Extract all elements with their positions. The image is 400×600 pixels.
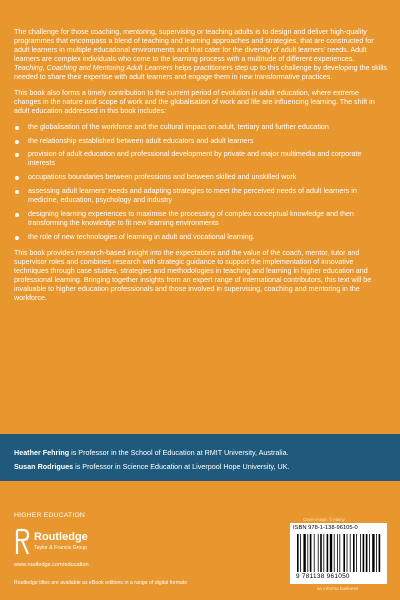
bullet-item: occupations boundaries between professions and between skilled and unskilled work	[14, 173, 387, 182]
subject-label: HIGHER EDUCATION	[14, 512, 86, 519]
barcode-icon	[293, 534, 384, 572]
publisher-name: Routledge	[34, 531, 88, 543]
author-name: Heather Fehring	[14, 448, 70, 457]
isbn-label: ISBN 978-1-138-96105-0	[293, 525, 358, 531]
bullet-item: the relationship established between adult educators and adult learners	[14, 137, 387, 146]
cover-image-credit: Cover image: © Alamy	[303, 517, 345, 522]
intro-paragraph: The challenge for those coaching, mentoring, supervising or teaching adults is to design and deliver high-quality programmes that encompass a blend of teaching and learning approaches and strategies, that are constructed for adult learners in multiple educational environments and that cater for the diversity of adult learners’ needs. Adult learners are complex individuals who come to the learning process with a multitude of different experiences. Teaching, Coaching and Mentoring Adult Learners helps practitioners step up to this challenge by developing the skills needed to share their expertise with adult learners and engage them in new transformative practices.	[14, 28, 388, 81]
publisher-group: Taylor & Francis Group	[34, 545, 88, 551]
bullet-item: assessing adult learners’ needs and adapting strategies to meet the perceived needs of adult learners in medicine, education, psychology and industry	[14, 187, 387, 205]
bullet-item: provision of adult education and professional development by private and major multimedia and corporate interests	[14, 150, 387, 168]
author-role: is Professor in the School of Education at RMIT University, Australia.	[69, 448, 289, 457]
bullet-item: the globalisation of the workforce and the cultural impact on adult, tertiary and further education	[14, 123, 387, 132]
shift-bullet-list	[14, 123, 387, 243]
imprint-label: an informa business	[317, 586, 359, 591]
barcode-box	[290, 523, 387, 584]
book-title-italic: Teaching, Coaching and Mentoring Adult Learners	[14, 63, 173, 72]
scope-paragraph: This book also forms a timely contribution to the current period of evolution in adult education, where extreme changes in the nature and scope of work and the globalisation of work and life are influencing learning. The shift in adult education addressed in this book includes:	[14, 88, 375, 115]
bullet-item: designing learning experiences to maximise the processing of complex conceptual knowledge and then transforming the knowledge to fit new learning environments	[14, 210, 387, 228]
author-line	[14, 448, 289, 457]
bullet-item: the role of new technologies of learning in adult and vocational learning.	[14, 233, 387, 242]
back-cover-text	[14, 28, 387, 310]
publisher-website[interactable]: www.routledge.com/education	[14, 562, 89, 568]
author-role: is Professor in Science Education at Liverpool Hope University, UK.	[73, 462, 290, 471]
author-name: Susan Rodrigues	[14, 462, 74, 471]
authors-band	[0, 434, 400, 481]
ebook-note: Routledge titles are available as eBook editions in a range of digital formats	[14, 580, 188, 586]
author-line	[14, 462, 290, 471]
barcode-number: 9 781138 961050	[296, 573, 350, 580]
summary-paragraph: This book provides research-based insight into the expectations and the value of the coach, mentor, tutor and supervisor roles and combines research with strategic guidance to support the implementation of innovative techniques through case studies, strategies and methodologies in teaching and learning in higher education and professional learning. Bringing together insights from an expert range of international contributors, this text will be invaluable to higher education professionals and those involved in supervising, coaching and mentoring in the workforce.	[14, 249, 372, 302]
